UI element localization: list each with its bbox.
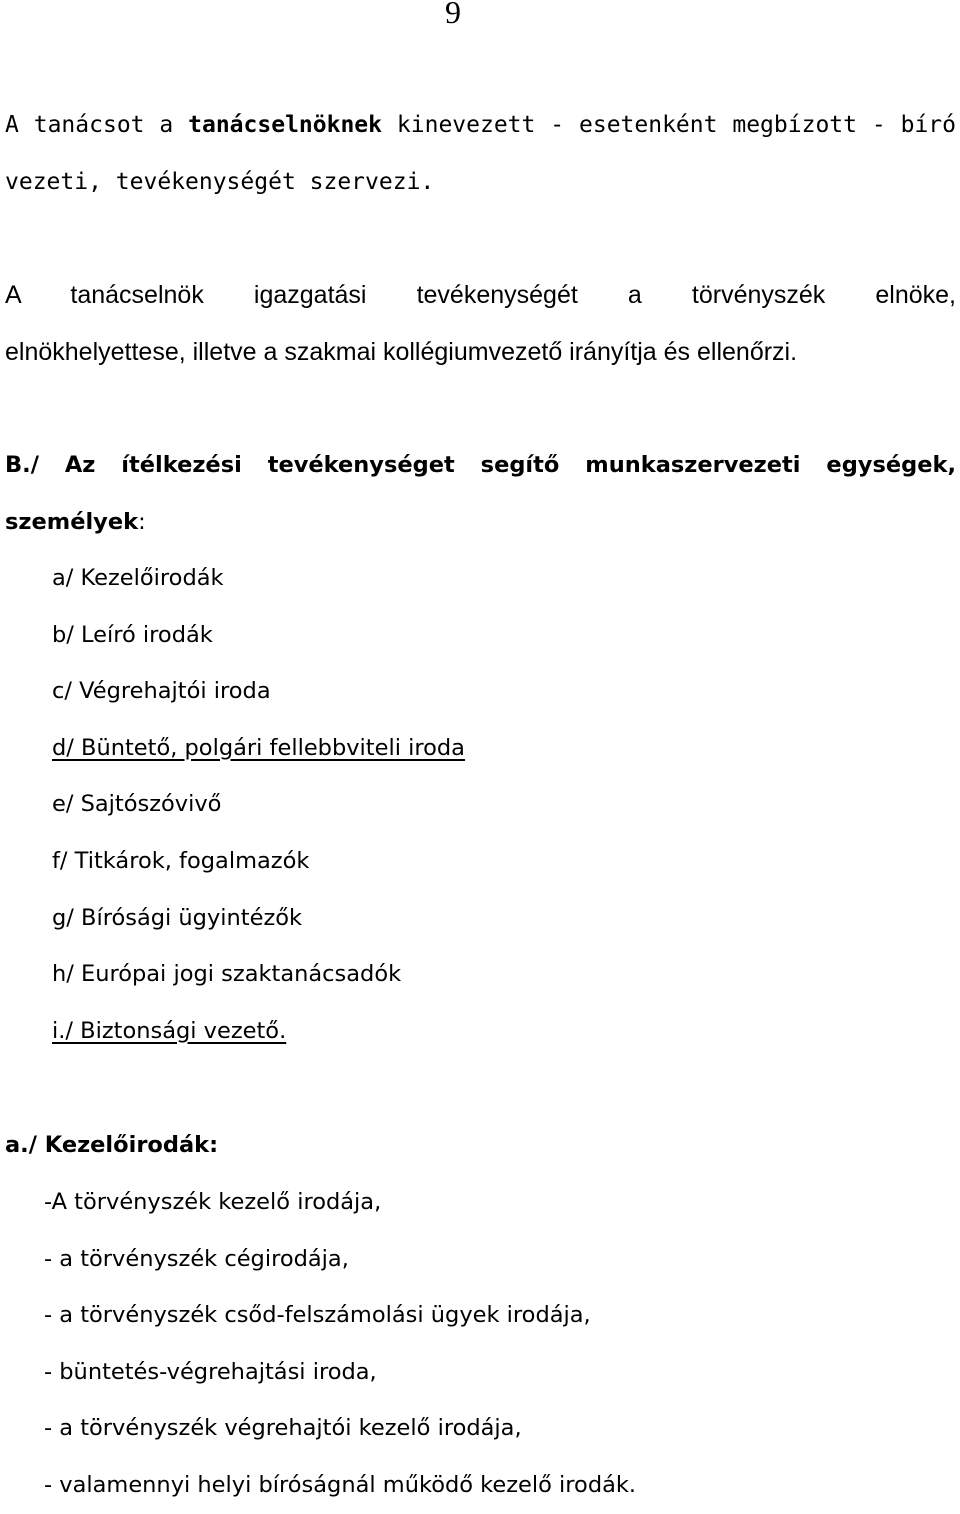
list-item: - a törvényszék végrehajtói kezelő irodája,: [44, 1415, 522, 1442]
list-item: g/ Bírósági ügyintézők: [52, 904, 303, 931]
list-item: e/ Sajtószóvivő: [52, 791, 222, 818]
list-item: h/ Európai jogi szaktanácsadók: [52, 961, 402, 988]
kezeloirodak-list: [44, 1174, 636, 1514]
paragraph-line: vezeti, tevékenységét szervezi.: [5, 169, 435, 195]
list-item: -A törvényszék kezelő irodája,: [44, 1189, 382, 1215]
text-segment: kinevezett - esetenként megbízott - bíró: [382, 112, 956, 138]
list-item: - valamennyi helyi bíróságnál működő kezelő irodák.: [44, 1471, 637, 1498]
text-segment: :: [138, 509, 146, 535]
paragraph-tanacselnok: [5, 267, 956, 381]
page-number: 9: [445, 0, 461, 30]
list-item: - a törvényszék cégirodája,: [44, 1245, 349, 1272]
paragraph-line: A tanácselnök igazgatási tevékenységét a törvényszék elnöke,: [5, 281, 956, 309]
list-item: b/ Leíró irodák: [52, 621, 213, 648]
paragraph-line: [5, 494, 956, 551]
list-item: d/ Büntető, polgári fellebbviteli iroda: [52, 734, 465, 761]
section-a-heading: a./ Kezelőirodák:: [5, 1132, 219, 1158]
list-item: c/ Végrehajtói iroda: [52, 678, 271, 705]
units-list: [52, 550, 465, 1059]
text-segment: A tanácsot a: [5, 112, 189, 138]
list-item: f/ Titkárok, fogalmazók: [52, 847, 310, 874]
bold-term: tanácselnöknek: [188, 112, 383, 138]
bold-term: személyek: [5, 509, 139, 535]
paragraph-line: [5, 97, 956, 154]
list-item: - a törvényszék csőd-felszámolási ügyek irodája,: [44, 1302, 591, 1329]
list-item: a/ Kezelőirodák: [52, 565, 224, 591]
list-item: - büntetés-végrehajtási iroda,: [44, 1358, 377, 1385]
section-b-heading: [5, 437, 956, 551]
paragraph-line: elnökhelyettese, illetve a szakmai kollégiumvezető irányítja és ellenőrzi.: [5, 338, 798, 366]
paragraph-line: B./ Az ítélkezési tevékenységet segítő munkaszervezeti egységek,: [5, 452, 956, 478]
list-item: i./ Biztonsági vezető.: [52, 1017, 287, 1044]
paragraph-tanacs: [5, 97, 956, 211]
